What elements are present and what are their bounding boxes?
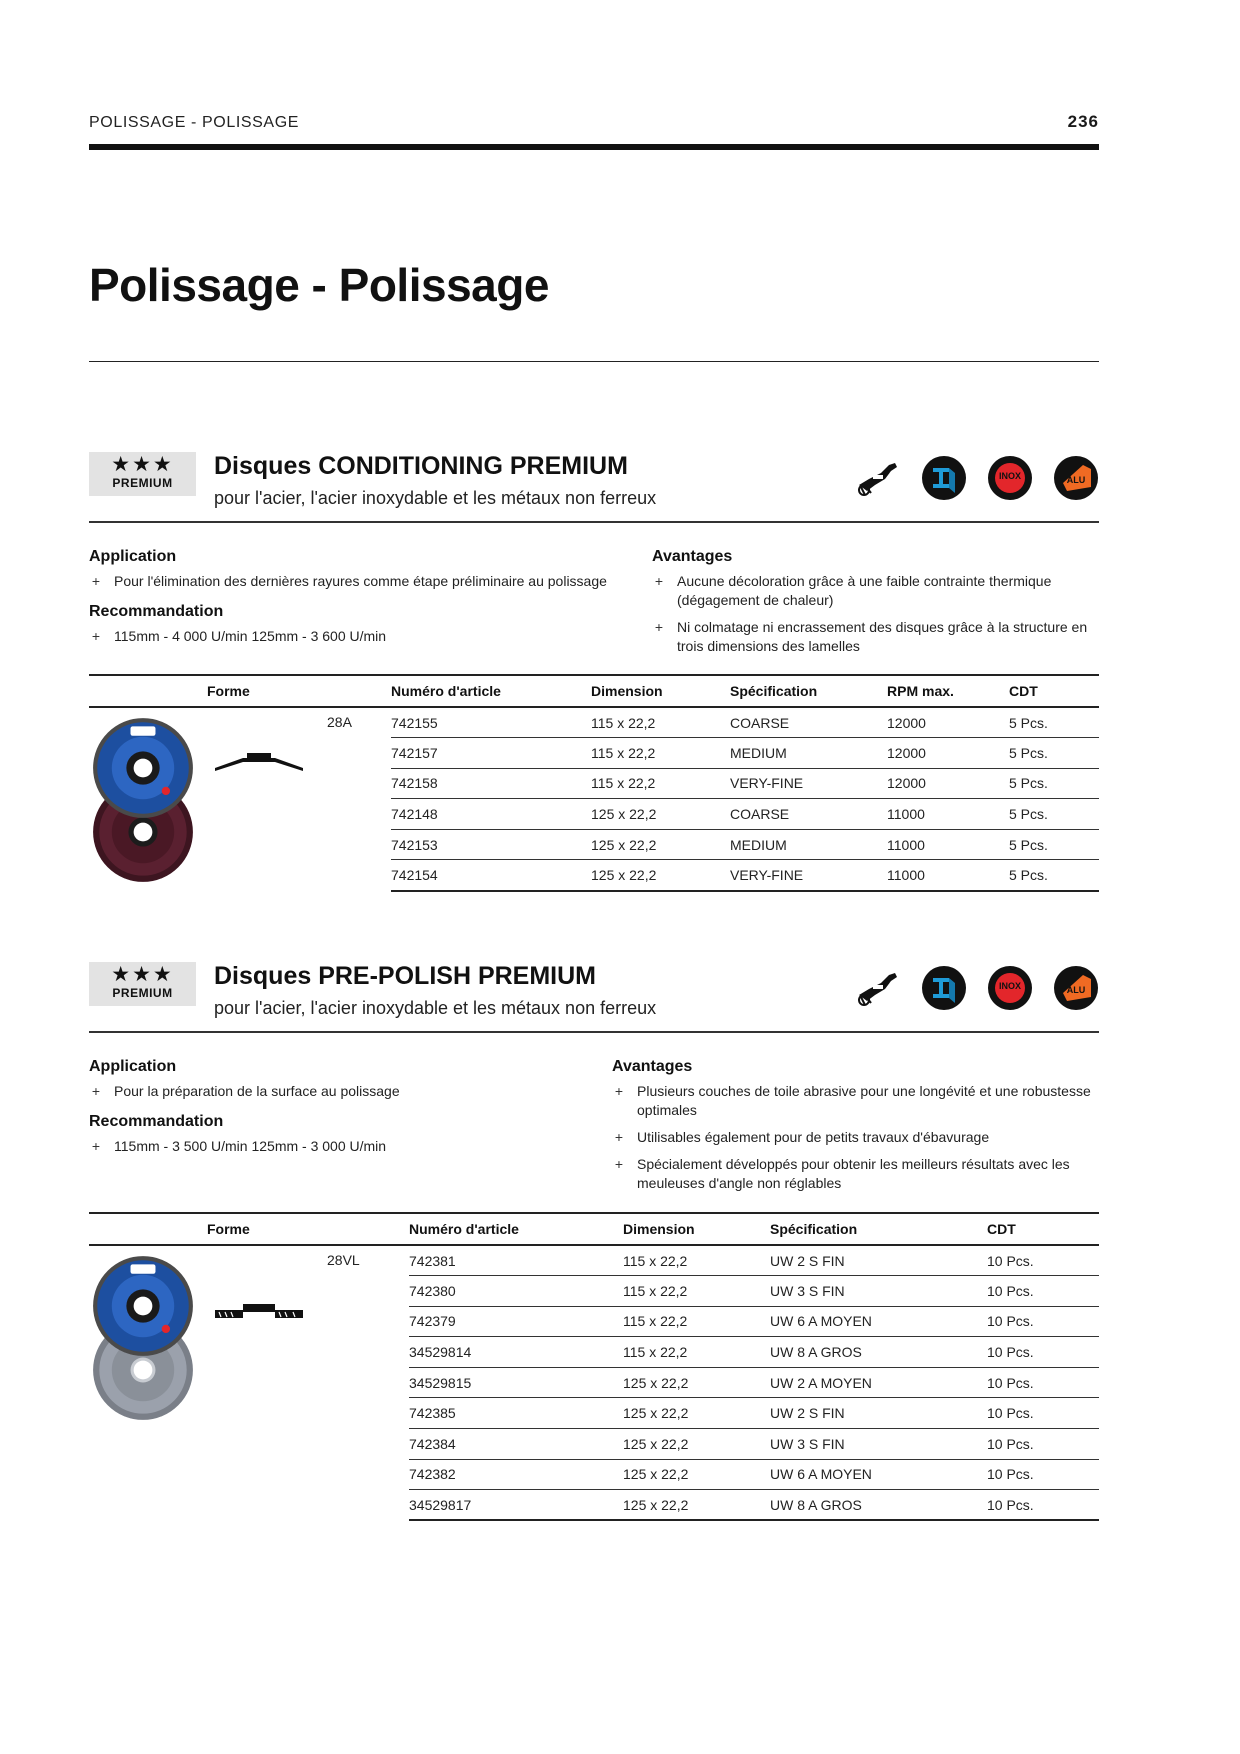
avantages-heading: Avantages (612, 1058, 693, 1075)
article-number: 742382 (409, 1459, 623, 1490)
info-block (89, 1058, 1099, 1208)
article-number: 742157 (391, 738, 591, 769)
specification: UW 8 A GROS (770, 1490, 987, 1521)
cdt: 10 Pcs. (987, 1367, 1099, 1398)
cdt: 10 Pcs. (987, 1337, 1099, 1368)
article-number: 742385 (409, 1398, 623, 1429)
avantages-column (612, 1058, 1099, 1201)
inox-icon (987, 965, 1033, 1011)
article-number: 742153 (391, 829, 591, 860)
premium-label: PREMIUM (112, 476, 173, 490)
dimension: 125 x 22,2 (591, 860, 730, 891)
application-column (89, 548, 649, 654)
col-rpm: RPM max. (887, 675, 1009, 707)
cdt: 10 Pcs. (987, 1429, 1099, 1460)
specification: UW 6 A MOYEN (770, 1306, 987, 1337)
svg-text:ALU: ALU (1066, 475, 1086, 485)
article-number: 742380 (409, 1276, 623, 1307)
col-numero: Numéro d'article (409, 1213, 623, 1245)
dimension: 115 x 22,2 (591, 768, 730, 799)
article-number: 742379 (409, 1306, 623, 1337)
product-table (89, 1212, 1099, 1521)
plus-icon: + (91, 573, 101, 589)
col-specification: Spécification (770, 1213, 987, 1245)
specification: VERY-FINE (730, 860, 887, 891)
dimension: 115 x 22,2 (623, 1337, 770, 1368)
avantage-item: + Utilisables également pour de petits travaux d'ébavurage (612, 1128, 1099, 1147)
alu-icon (1053, 965, 1099, 1011)
dimension: 125 x 22,2 (623, 1429, 770, 1460)
cdt: 10 Pcs. (987, 1490, 1099, 1521)
cdt: 10 Pcs. (987, 1276, 1099, 1307)
cdt: 5 Pcs. (1009, 799, 1099, 830)
rpm-max: 12000 (887, 768, 1009, 799)
table-row (89, 1245, 1099, 1276)
specification: UW 2 S FIN (770, 1245, 987, 1276)
avantage-item: + Ni colmatage ni encrassement des disques grâce à la structure en trois dimensions des lamelles (652, 618, 1099, 656)
application-heading: Application (89, 1058, 177, 1075)
avantages-heading: Avantages (652, 548, 733, 565)
section-pre-polish-premium (89, 962, 1099, 1513)
dimension: 125 x 22,2 (623, 1398, 770, 1429)
plus-icon: + (654, 619, 664, 635)
rpm-max: 12000 (887, 707, 1009, 738)
avantage-item: + Aucune décoloration grâce à une faible contrainte thermique (dégagement de chaleur) (652, 572, 1099, 610)
flap-disc-image (91, 1252, 195, 1422)
avantage-item: + Plusieurs couches de toile abrasive pour une longévité et une robustesse optimales (612, 1082, 1099, 1120)
dimension: 115 x 22,2 (623, 1306, 770, 1337)
steel-beam-icon (921, 455, 967, 501)
article-number: 742154 (391, 860, 591, 891)
article-number: 742148 (391, 799, 591, 830)
specification: UW 2 S FIN (770, 1398, 987, 1429)
section-rule (89, 521, 1099, 523)
cdt: 5 Pcs. (1009, 707, 1099, 738)
article-number: 34529817 (409, 1490, 623, 1521)
dimension: 115 x 22,2 (623, 1276, 770, 1307)
svg-text:INOX: INOX (998, 981, 1022, 991)
inox-icon (987, 455, 1033, 501)
table-header-row (89, 1213, 1099, 1245)
plus-icon: + (91, 628, 101, 644)
specification: UW 3 S FIN (770, 1276, 987, 1307)
section-title: Disques PRE-POLISH PREMIUM (214, 962, 596, 990)
angle-grinder-icon (855, 965, 901, 1011)
article-number: 742384 (409, 1429, 623, 1460)
specification: COARSE (730, 707, 887, 738)
breadcrumb: POLISSAGE - POLISSAGE (89, 114, 300, 131)
svg-text:ALU: ALU (1066, 985, 1086, 995)
article-number: 742155 (391, 707, 591, 738)
article-number: 742381 (409, 1245, 623, 1276)
product-table (89, 674, 1099, 892)
cdt: 10 Pcs. (987, 1245, 1099, 1276)
material-icons (855, 454, 1099, 502)
col-forme: Forme (89, 675, 391, 707)
col-specification: Spécification (730, 675, 887, 707)
page-title: Polissage - Polissage (89, 259, 549, 311)
application-item: + Pour la préparation de la surface au polissage (89, 1082, 609, 1101)
article-number: 742158 (391, 768, 591, 799)
specification: UW 3 S FIN (770, 1429, 987, 1460)
plus-icon: + (91, 1138, 101, 1154)
dimension: 115 x 22,2 (591, 707, 730, 738)
cdt: 5 Pcs. (1009, 829, 1099, 860)
dimension: 125 x 22,2 (623, 1459, 770, 1490)
rpm-max: 11000 (887, 860, 1009, 891)
material-icons (855, 964, 1099, 1012)
plus-icon: + (614, 1156, 624, 1172)
specification: UW 2 A MOYEN (770, 1367, 987, 1398)
product-image-cell (89, 1245, 409, 1520)
plus-icon: + (614, 1083, 624, 1099)
section-rule (89, 1031, 1099, 1033)
section-subtitle: pour l'acier, l'acier inoxydable et les métaux non ferreux (214, 998, 657, 1018)
dimension: 125 x 22,2 (591, 829, 730, 860)
col-dimension: Dimension (591, 675, 730, 707)
disc-profile-icon (213, 1300, 305, 1322)
title-divider (89, 361, 1099, 362)
svg-text:INOX: INOX (998, 471, 1022, 481)
page-header (89, 112, 1099, 152)
alu-icon (1053, 455, 1099, 501)
section-header (89, 962, 1099, 1036)
plus-icon: + (614, 1129, 624, 1145)
plus-icon: + (91, 1083, 101, 1099)
cdt: 5 Pcs. (1009, 738, 1099, 769)
dimension: 125 x 22,2 (623, 1367, 770, 1398)
dimension: 125 x 22,2 (623, 1490, 770, 1521)
plus-icon: + (654, 573, 664, 589)
header-rule (89, 144, 1099, 150)
cdt: 10 Pcs. (987, 1306, 1099, 1337)
cdt: 5 Pcs. (1009, 860, 1099, 891)
specification: MEDIUM (730, 738, 887, 769)
stars-icon: ★★★ (111, 963, 174, 986)
section-title: Disques CONDITIONING PREMIUM (214, 452, 628, 480)
dimension: 115 x 22,2 (623, 1245, 770, 1276)
col-dimension: Dimension (623, 1213, 770, 1245)
cdt: 10 Pcs. (987, 1459, 1099, 1490)
recommandation-heading: Recommandation (89, 603, 224, 620)
disc-profile-icon (213, 750, 305, 774)
specification: UW 8 A GROS (770, 1337, 987, 1368)
table-row (89, 707, 1099, 738)
recommandation-item: + 115mm - 4 000 U/min 125mm - 3 600 U/min (89, 627, 649, 646)
col-forme: Forme (89, 1213, 409, 1245)
dimension: 125 x 22,2 (591, 799, 730, 830)
shape-code: 28VL (327, 1252, 360, 1268)
specification: UW 6 A MOYEN (770, 1459, 987, 1490)
premium-badge (89, 962, 196, 1006)
cdt: 10 Pcs. (987, 1398, 1099, 1429)
application-heading: Application (89, 548, 177, 565)
avantage-item: + Spécialement développés pour obtenir les meilleurs résultats avec les meuleuses d'angle non réglables (612, 1155, 1099, 1193)
premium-label: PREMIUM (112, 986, 173, 1000)
application-item: + Pour l'élimination des dernières rayures comme étape préliminaire au polissage (89, 572, 649, 591)
product-image-cell (89, 707, 391, 891)
flap-disc-image (91, 714, 195, 884)
angle-grinder-icon (855, 455, 901, 501)
col-cdt: CDT (1009, 675, 1099, 707)
page-number: 236 (1067, 112, 1099, 131)
premium-badge (89, 452, 196, 496)
application-column (89, 1058, 609, 1164)
section-subtitle: pour l'acier, l'acier inoxydable et les métaux non ferreux (214, 488, 657, 508)
rpm-max: 12000 (887, 738, 1009, 769)
recommandation-heading: Recommandation (89, 1113, 224, 1130)
section-conditioning-premium (89, 452, 1099, 884)
info-block (89, 548, 1099, 676)
col-cdt: CDT (987, 1213, 1099, 1245)
section-header (89, 452, 1099, 526)
recommandation-item: + 115mm - 3 500 U/min 125mm - 3 000 U/min (89, 1137, 609, 1156)
rpm-max: 11000 (887, 829, 1009, 860)
article-number: 34529814 (409, 1337, 623, 1368)
table-header-row (89, 675, 1099, 707)
rpm-max: 11000 (887, 799, 1009, 830)
steel-beam-icon (921, 965, 967, 1011)
shape-code: 28A (327, 714, 352, 730)
specification: MEDIUM (730, 829, 887, 860)
dimension: 115 x 22,2 (591, 738, 730, 769)
specification: COARSE (730, 799, 887, 830)
article-number: 34529815 (409, 1367, 623, 1398)
col-numero: Numéro d'article (391, 675, 591, 707)
stars-icon: ★★★ (111, 453, 174, 476)
cdt: 5 Pcs. (1009, 768, 1099, 799)
specification: VERY-FINE (730, 768, 887, 799)
avantages-column (652, 548, 1099, 664)
